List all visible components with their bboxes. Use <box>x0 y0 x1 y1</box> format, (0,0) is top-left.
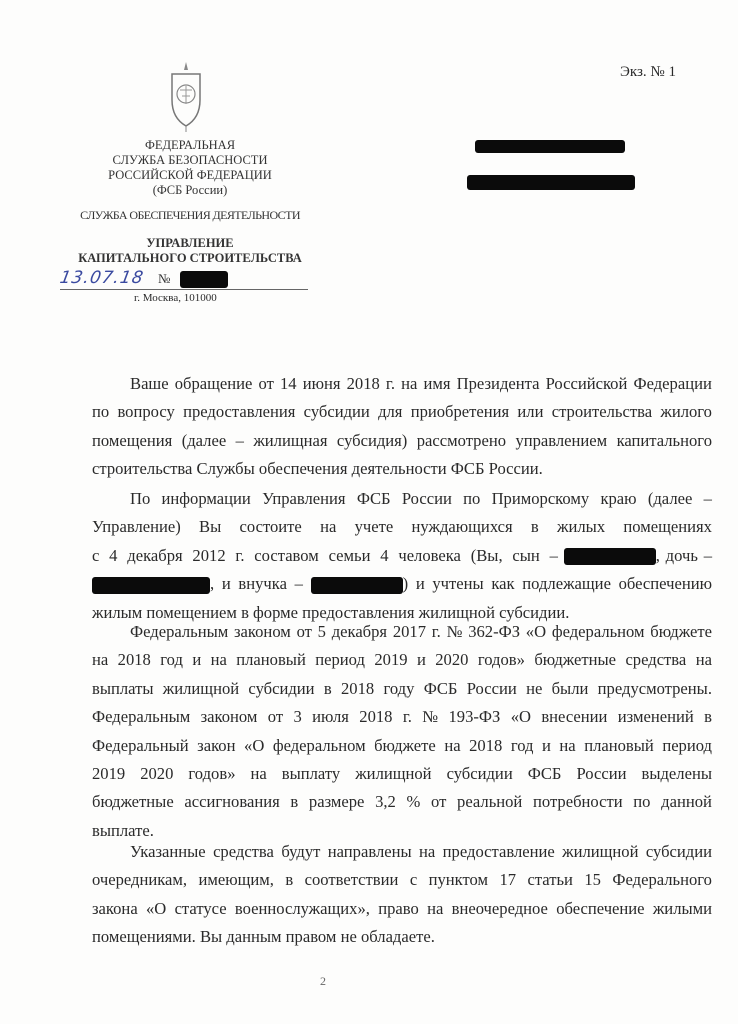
word: 2018 <box>469 735 503 755</box>
word: жилыми <box>652 898 712 918</box>
word: субсидии <box>645 842 712 861</box>
word: на <box>427 898 444 918</box>
word: на <box>419 842 436 861</box>
word: (далее <box>181 430 227 450</box>
text-line <box>92 570 712 598</box>
text-line <box>92 398 712 426</box>
word: изменений <box>617 707 694 727</box>
word: для <box>378 402 403 422</box>
word: период <box>662 735 712 755</box>
word: году <box>383 678 415 698</box>
word: Федеральным <box>92 707 191 727</box>
word: средства <box>625 650 687 670</box>
word: Приморскому <box>491 489 590 508</box>
word: по <box>463 489 481 508</box>
word: жилищной <box>355 763 432 783</box>
text-line <box>92 788 712 816</box>
word: июня <box>302 374 341 393</box>
org-line: (ФСБ России) <box>152 183 228 197</box>
word: 5 <box>317 622 326 641</box>
word: бюджетные <box>92 792 174 812</box>
word: в <box>290 792 299 812</box>
word: период <box>315 650 365 670</box>
word: июля <box>312 707 349 727</box>
word: помещения <box>92 430 173 450</box>
org-line: СЛУЖБА БЕЗОПАСНОСТИ <box>112 153 268 167</box>
word: и <box>542 735 551 755</box>
paragraph-3 <box>92 618 712 845</box>
date-underline <box>60 289 308 290</box>
word: – <box>235 430 244 450</box>
word: бюджете <box>650 622 712 641</box>
text-line <box>92 675 712 703</box>
word: обеспечение <box>556 898 645 918</box>
word: (далее <box>647 489 693 508</box>
word: или <box>517 402 544 422</box>
word: выплату <box>281 763 341 783</box>
word: – <box>703 489 712 508</box>
department-line: УПРАВЛЕНИЕ <box>146 236 234 250</box>
word: на <box>320 517 337 537</box>
word: средства <box>213 842 274 861</box>
word: ФСБ <box>527 763 562 783</box>
word: размере <box>308 792 365 812</box>
word: направлены <box>327 842 412 861</box>
word: выделены <box>641 763 712 783</box>
word: статьи <box>527 870 573 890</box>
word: г. <box>385 374 396 393</box>
text-segment: , и внучка – <box>210 574 303 594</box>
word: 2019 <box>92 763 126 783</box>
text-line <box>92 838 712 866</box>
text-line <box>92 513 712 541</box>
department-name <box>40 236 340 266</box>
text-line: выплате. <box>92 820 154 840</box>
word: по <box>92 402 110 422</box>
word: нуждающихся <box>411 517 513 537</box>
paragraph-4 <box>92 838 712 952</box>
word: субсидии <box>446 763 513 783</box>
word: на <box>210 650 227 670</box>
text-line <box>92 427 712 455</box>
word: 193-ФЗ <box>448 707 501 727</box>
handwritten-date: 13.07.18 <box>58 268 146 288</box>
word: 17 <box>499 870 517 890</box>
word: № <box>446 622 463 641</box>
word: в <box>530 517 539 537</box>
word: «О <box>510 707 531 727</box>
word: строительства <box>551 402 653 422</box>
word: от <box>267 707 284 727</box>
word: на <box>695 650 712 670</box>
word: плановый <box>584 735 654 755</box>
word: предоставление <box>442 842 555 861</box>
word: от <box>258 374 274 393</box>
page-number: 2 <box>320 974 326 988</box>
redacted-daughter-name <box>92 577 210 594</box>
word: были <box>551 678 589 698</box>
text-line <box>92 646 712 674</box>
word: предусмотрены. <box>597 678 712 698</box>
word: реальной <box>457 792 523 812</box>
word: декабря <box>331 622 388 641</box>
word: 2018 <box>359 707 393 727</box>
text-line <box>92 760 712 788</box>
redacted-granddaughter-name <box>311 577 403 594</box>
word: 2017 <box>392 622 426 641</box>
word: Федеральным <box>130 622 229 641</box>
word: внесении <box>541 707 608 727</box>
word: закона <box>92 898 138 918</box>
word: рассмотрено <box>416 430 507 450</box>
word: федеральном <box>272 735 366 755</box>
org-line: ФЕДЕРАЛЬНАЯ <box>144 138 236 152</box>
word: «О <box>145 898 167 918</box>
word: жилого <box>660 402 712 422</box>
word: на <box>92 650 109 670</box>
word: 2020 <box>435 650 469 670</box>
word: имя <box>423 374 451 393</box>
text-line <box>92 618 712 646</box>
word: на <box>559 735 576 755</box>
word: ФСБ <box>356 489 391 508</box>
word: годов» <box>477 650 525 670</box>
redacted-recipient-address <box>467 175 635 190</box>
word: Федеральный <box>92 735 189 755</box>
word: 2019 <box>374 650 408 670</box>
text-line <box>92 703 712 731</box>
word: жилищной <box>162 678 240 698</box>
redacted-recipient-name <box>475 140 625 153</box>
word: законом <box>234 622 291 641</box>
word: субсидии <box>303 402 370 422</box>
word: бюджетные <box>534 650 617 670</box>
text-line <box>92 866 712 894</box>
word: Федерального <box>612 870 712 890</box>
word: внеочередное <box>451 898 548 918</box>
text-line: помещениями. Вы данным правом не обладаете. <box>92 927 435 947</box>
word: Указанные <box>130 842 206 861</box>
word: и <box>416 650 426 670</box>
word: Президента <box>456 374 540 393</box>
word: 2018 <box>117 650 151 670</box>
redacted-son-name <box>564 548 656 565</box>
word: на <box>250 763 267 783</box>
word: краю <box>600 489 637 508</box>
word: «О <box>244 735 265 755</box>
word: Федерации <box>633 374 712 393</box>
word: год <box>160 650 183 670</box>
word: № <box>422 707 439 727</box>
word: предоставления <box>183 402 296 422</box>
text-segment: , дочь – <box>655 545 712 565</box>
word: г. <box>402 707 412 727</box>
word: потребности <box>533 792 623 812</box>
city: г. Москва, 101000 <box>134 292 217 304</box>
word: в <box>285 870 294 890</box>
word: капитального <box>616 430 712 450</box>
word: Управление) <box>92 517 181 537</box>
paragraph-2 <box>92 485 712 627</box>
word: жилых <box>557 517 606 537</box>
word: бюджете <box>374 735 436 755</box>
word: информации <box>161 489 251 508</box>
word: пунктом <box>428 870 489 890</box>
word: 362-ФЗ <box>468 622 521 641</box>
text-segment: ) и учтены как подлежащие обеспечению <box>402 574 712 594</box>
word: жилищная <box>253 430 328 450</box>
paragraph-1 <box>92 370 712 484</box>
service-name: СЛУЖБА ОБЕСПЕЧЕНИЯ ДЕЯТЕЛЬНОСТИ <box>80 208 300 222</box>
word: год <box>510 735 534 755</box>
word: 3 <box>293 707 302 727</box>
text-line: жилым помещением в форме предоставления жилищной субсидии. <box>92 602 570 622</box>
word: закон <box>197 735 236 755</box>
word: Российской <box>545 374 628 393</box>
redacted-number <box>180 271 228 288</box>
word: на <box>444 735 461 755</box>
word: г. <box>431 622 441 641</box>
word: данной <box>661 792 712 812</box>
word: федеральном <box>551 622 645 641</box>
text-segment: с 4 декабря 2012 г. составом семьи 4 человека (Вы, сын – <box>92 545 558 565</box>
word: Ваше <box>130 374 169 393</box>
word: управлением <box>515 430 608 450</box>
word: ФСБ <box>423 678 458 698</box>
word: с <box>409 870 418 890</box>
org-line: РОССИЙСКОЙ ФЕДЕРАЦИИ <box>108 168 272 182</box>
word: военнослужащих», <box>234 898 370 918</box>
word: состоите <box>239 517 302 537</box>
word: обращение <box>174 374 253 393</box>
word: «О <box>525 622 547 641</box>
word: по <box>633 792 651 812</box>
word: субсидия) <box>336 430 408 450</box>
word: жилищной <box>562 842 639 861</box>
text-line <box>92 485 712 513</box>
fsb-emblem-icon <box>166 60 206 132</box>
word: 2018 <box>346 374 380 393</box>
word: на <box>401 374 418 393</box>
text-line <box>92 370 712 398</box>
word: плановый <box>236 650 306 670</box>
word: в <box>704 707 712 727</box>
department-line: КАПИТАЛЬНОГО СТРОИТЕЛЬСТВА <box>78 251 302 265</box>
word: в <box>323 678 332 698</box>
word: соответствии <box>304 870 399 890</box>
text-line <box>92 542 712 570</box>
word: Управления <box>262 489 346 508</box>
word: ассигнования <box>184 792 280 812</box>
word: % <box>406 792 421 812</box>
word: учете <box>354 517 394 537</box>
text-line <box>92 895 712 923</box>
word: от <box>296 622 312 641</box>
word: России <box>576 763 627 783</box>
org-name <box>40 138 340 198</box>
word: субсидии <box>248 678 315 698</box>
word: 14 <box>279 374 297 393</box>
word: будут <box>281 842 321 861</box>
word: Вы <box>199 517 222 537</box>
word: приобретения <box>410 402 510 422</box>
word: законом <box>200 707 258 727</box>
word: очередникам, <box>92 870 188 890</box>
word: от <box>431 792 447 812</box>
word: 2020 <box>140 763 174 783</box>
copy-number: Экз. № 1 <box>620 64 676 80</box>
word: вопросу <box>117 402 175 422</box>
word: России <box>466 678 517 698</box>
word: помещениях <box>623 517 712 537</box>
number-label: № <box>158 271 171 286</box>
word: 2018 <box>340 678 375 698</box>
word: право <box>378 898 419 918</box>
text-line: строительства Службы обеспечения деятельности ФСБ России. <box>92 459 543 479</box>
text-line <box>92 732 712 760</box>
word: и <box>192 650 202 670</box>
word: По <box>130 489 151 508</box>
word: выплаты <box>92 678 154 698</box>
word: 15 <box>584 870 601 890</box>
word: России <box>401 489 452 508</box>
word: годов» <box>188 763 236 783</box>
word: статусе <box>174 898 227 918</box>
word: 3,2 <box>375 792 396 812</box>
word: имеющим, <box>198 870 274 890</box>
word: не <box>526 678 543 698</box>
